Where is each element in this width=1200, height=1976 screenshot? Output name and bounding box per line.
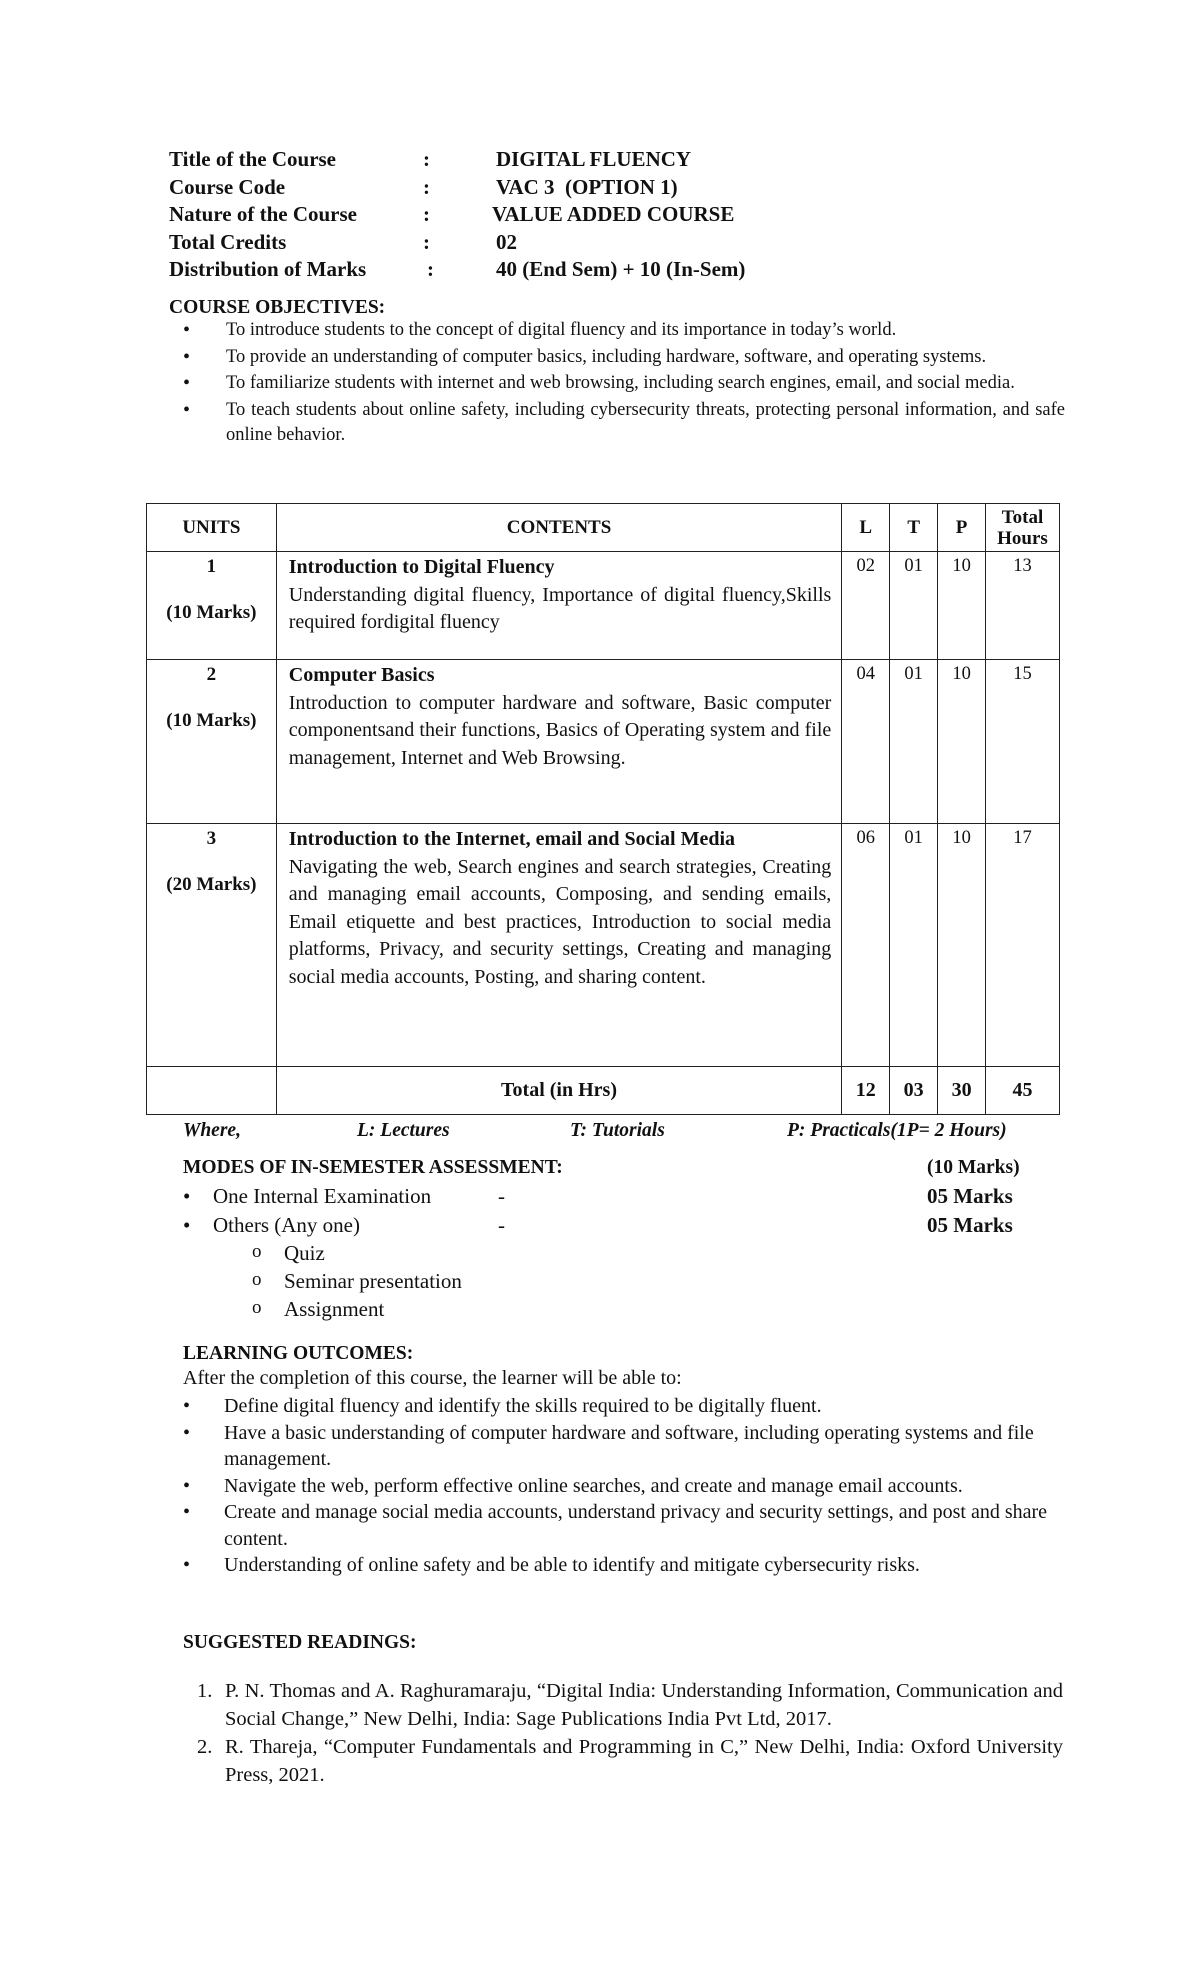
info-colon: : [423,174,430,199]
total-empty-cell [147,1067,277,1115]
total-label: Total (in Hrs) [276,1067,842,1115]
assessment-heading: MODES OF IN-SEMESTER ASSESSMENT: [183,1157,563,1178]
unit-title: Computer Basics [288,664,435,686]
bullet-icon: • [183,1213,191,1237]
total-value: 13 [1013,556,1032,576]
assessment-item [183,1184,1043,1212]
list-item: • Define digital fluency and identify the skills required to be digitally fluent. [183,1393,1063,1420]
table-total-row [147,1067,1060,1115]
list-item: • Navigate the web, perform effective online searches, and create and manage email accounts. [183,1473,1063,1500]
table-row [147,552,1060,660]
total-value: 15 [1013,664,1032,684]
sub-bullet: o [252,1297,262,1318]
header-contents: CONTENTS [276,504,842,552]
unit-number: 2 [206,664,217,685]
list-item [183,1734,1063,1789]
objectives-heading: COURSE OBJECTIVES: [169,297,386,318]
outcomes-heading: LEARNING OUTCOMES: [183,1343,414,1364]
info-colon: : [423,202,430,226]
readings-list [183,1678,1063,1790]
unit-marks: (10 Marks) [166,710,257,731]
header-total-hours: Total Hours [986,504,1060,552]
unit-cell [147,552,277,660]
table-header-row [147,504,1060,552]
unit-text: Understanding digital fluency, Importance of digital fluency,Skills required fordigital fluency [288,583,832,633]
p-value: 10 [952,556,971,576]
info-value: 40 (End Sem) + 10 (In-Sem) [496,257,746,281]
l-cell [842,824,890,1067]
unit-number: 3 [206,828,217,849]
table-row [147,660,1060,824]
outcomes-list [183,1393,1063,1579]
reading-text: P. N. Thomas and A. Raghuramaraju, “Digital India: Understanding Information, Communication and Social Change,” New Delhi, India: Sage Publications India Pvt Ltd, 2017. [225,1680,1063,1730]
l-value: 04 [856,664,875,684]
list-item: • To introduce students to the concept of digital fluency and its importance in today’s world. [169,318,1065,344]
unit-cell [147,824,277,1067]
p-value: 10 [952,664,971,684]
info-value: VALUE ADDED COURSE [492,202,735,226]
list-item: • Create and manage social media accounts, understand privacy and security settings, and post and share content. [183,1499,1063,1552]
assessment-dash: - [498,1184,505,1208]
unit-number: 1 [206,556,217,577]
unit-marks: (10 Marks) [166,602,257,623]
assessment-dash: - [498,1213,505,1237]
l-cell [842,552,890,660]
l-cell [842,660,890,824]
l-value: 02 [856,556,875,576]
header-t: T [890,504,938,552]
list-item: • To teach students about online safety, including cybersecurity threats, protecting personal information, and safe online behavior. [169,398,1065,449]
table-legend [183,1120,1027,1146]
l-value: 06 [856,828,875,848]
sub-bullet: o [252,1269,262,1290]
assessment-heading-marks: (10 Marks) [927,1157,1020,1178]
sub-item-text: Seminar presentation [284,1269,462,1293]
t-cell [890,824,938,1067]
header-p: P [938,504,986,552]
unit-cell [147,660,277,824]
sub-bullet: o [252,1241,262,1262]
unit-text: Navigating the web, Search engines and search strategies, Creating and managing email accounts, Composing, and sending emails, Email etiquette and best practices, Introduction to social media platforms, Privacy, and security settings, Creating and managing social media accounts, Posting, and sharing content. [288,855,832,988]
list-item: • To familiarize students with internet and web browsing, including search engines, email, and social media. [169,371,1065,397]
contents-cell [276,552,842,660]
total-t: 03 [890,1067,938,1115]
info-label: Title of the Course [169,147,337,171]
info-value: DIGITAL FLUENCY [496,147,692,171]
info-colon: : [423,229,430,254]
unit-marks: (20 Marks) [166,874,257,895]
t-value: 01 [904,664,923,684]
unit-title: Introduction to the Internet, email and Social Media [288,828,736,850]
list-item [183,1678,1063,1733]
total-hours: 45 [986,1067,1060,1115]
contents-cell [276,824,842,1067]
sub-item-text: Quiz [284,1241,325,1265]
list-item: • Understanding of online safety and be able to identify and mitigate cybersecurity risks. [183,1552,1063,1579]
assessment-item [183,1213,1043,1241]
p-cell [938,552,986,660]
legend-practicals: P: Practicals(1P= 2 Hours) [787,1120,1007,1141]
total-l: 12 [842,1067,890,1115]
header-units: UNITS [147,504,277,552]
reading-text: R. Thareja, “Computer Fundamentals and Programming in C,” New Delhi, India: Oxford University Press, 2021. [225,1736,1063,1786]
legend-where: Where, [183,1120,241,1141]
t-value: 01 [904,556,923,576]
total-cell [986,552,1060,660]
assessment-label: Others (Any one) [213,1213,360,1237]
assessment-marks: 05 Marks [927,1184,1013,1208]
outcomes-intro: After the completion of this course, the learner will be able to: [183,1367,682,1389]
total-p: 30 [938,1067,986,1115]
t-value: 01 [904,828,923,848]
p-value: 10 [952,828,971,848]
unit-text: Introduction to computer hardware and software, Basic computer componentsand their functions, Basics of Operating system and file management, Internet and Web Browsing. [288,691,832,769]
header-l: L [842,504,890,552]
readings-heading: SUGGESTED READINGS: [183,1632,417,1653]
info-value: 02 [496,229,517,254]
info-colon: : [423,147,430,171]
list-item: • To provide an understanding of computer basics, including hardware, software, and operating systems. [169,345,1065,371]
reading-number: 1. [197,1680,213,1702]
legend-tutorials: T: Tutorials [570,1120,665,1141]
p-cell [938,660,986,824]
assessment-label: One Internal Examination [213,1184,432,1208]
total-cell [986,824,1060,1067]
total-value: 17 [1013,828,1032,848]
sub-item-text: Assignment [284,1297,385,1321]
info-label: Total Credits [169,229,287,254]
info-label: Nature of the Course [169,202,357,226]
info-value: VAC 3 (OPTION 1) [496,174,678,199]
t-cell [890,660,938,824]
assessment-marks: 05 Marks [927,1213,1013,1237]
legend-lectures: L: Lectures [357,1120,450,1141]
info-label: Course Code [169,174,286,199]
table-row [147,824,1060,1067]
t-cell [890,552,938,660]
unit-title: Introduction to Digital Fluency [288,556,555,578]
objectives-list [169,318,1065,450]
reading-number: 2. [197,1736,213,1758]
p-cell [938,824,986,1067]
info-colon: : [427,257,434,281]
info-label: Distribution of Marks [169,257,367,281]
contents-cell [276,660,842,824]
list-item: • Have a basic understanding of computer hardware and software, including operating systems and file management. [183,1420,1063,1473]
units-table [146,503,1060,1115]
bullet-icon: • [183,1184,191,1208]
total-cell [986,660,1060,824]
